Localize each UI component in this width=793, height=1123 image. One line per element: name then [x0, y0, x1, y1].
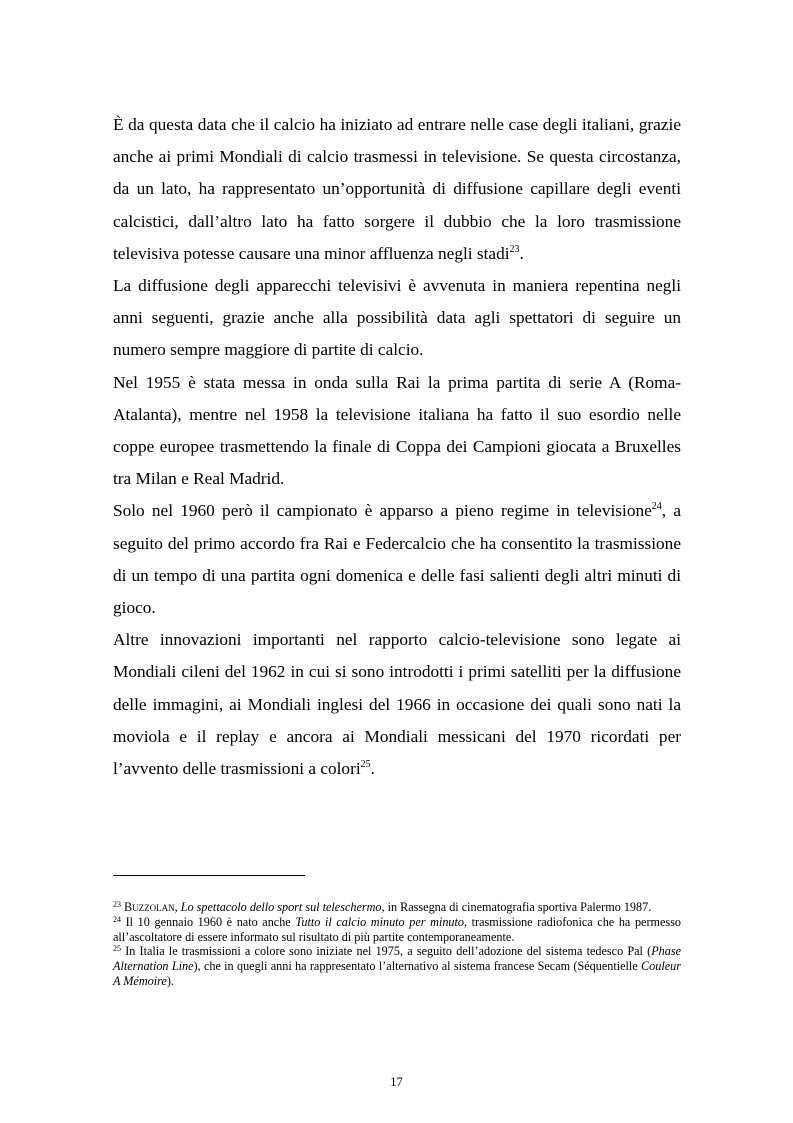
footnote-24-after: , trasmissione radiofonica che ha permesso all’ascoltatore di essere informato sul risultato di più partite contemporaneamente.: [113, 914, 681, 944]
footnote-23-title: Lo spettacolo dello sport sul teleschermo: [180, 900, 382, 914]
paragraph-4-start: Solo nel 1960 però il campionato è apparso a pieno regime in televisione: [113, 501, 652, 521]
footnote-24: [113, 915, 681, 945]
paragraph-3-text: Nel 1955 è stata messa in onda sulla Rai la prima partita di serie A (Roma-Atalanta), mentre nel 1958 la televisione italiana ha fatto il suo esordio nelle coppe europee trasmettendo la finale di Coppa dei Campioni giocata a Bruxelles tra Milan e Real Madrid.: [113, 372, 681, 489]
paragraph-4: [113, 495, 681, 624]
paragraph-5: [113, 624, 681, 785]
page-number: 17: [390, 1075, 403, 1089]
footnote-23-sep: ,: [174, 900, 181, 914]
footnote-ref-23: 23: [509, 243, 520, 255]
paragraph-1-end: .: [519, 243, 524, 263]
paragraph-3: [113, 367, 681, 496]
footnote-25-italic-1: Phase Alternation Line: [113, 944, 681, 974]
footnote-23-number: 23: [113, 900, 121, 909]
footnote-24-title: Tutto il calcio minuto per minuto: [295, 914, 464, 929]
paragraph-2-text: La diffusione degli apparecchi televisivi è avvenuta in maniera repentina negli anni seguenti, grazie anche alla possibilità data agli spettatori di seguire un numero sempre maggiore di partite di calcio.: [113, 276, 681, 360]
footnote-23-author: Buzzolan: [124, 900, 175, 914]
main-body-text: [113, 109, 681, 785]
footnote-24-before: Il 10 gennaio 1960 è nato anche: [121, 914, 296, 929]
footnotes: [113, 900, 681, 989]
footnote-25-before: In Italia le trasmissioni a colore sono iniziate nel 1975, a seguito dell’adozione del sistema tedesco Pal (: [121, 944, 652, 959]
paragraph-4-end: , a seguito del primo accordo fra Rai e Federcalcio che ha consentito la trasmissione di un tempo di una partita ogni domenica e delle fasi salienti degli altri minuti di gioco.: [113, 501, 681, 618]
footnote-ref-24: 24: [651, 501, 662, 513]
footnote-25-italic-2: Couleur A Mémoire: [113, 959, 681, 988]
footnote-24-number: 24: [113, 914, 121, 924]
footnote-25: [113, 944, 681, 988]
footnote-ref-25: 25: [360, 759, 371, 771]
footnote-25-after: ).: [166, 973, 174, 988]
footnote-23: [113, 900, 681, 915]
footnote-25-middle: ), che in quegli anni ha rappresentato l’alternativo al sistema francese Secam (Séquentielle: [193, 959, 642, 974]
paragraph-5-text: Altre innovazioni importanti nel rapporto calcio-televisione sono legate ai Mondiali cileni del 1962 in cui si sono introdotti i primi satelliti per la diffusione delle immagini, ai Mondiali inglesi del 1966 in occasione dei quali sono nati la moviola e il replay e ancora ai Mondiali messicani del 1970 ricordati per l’avvento delle trasmissioni a colori: [113, 630, 681, 779]
paragraph-2: [113, 270, 681, 367]
paragraph-1: [113, 109, 681, 270]
footnote-23-rest: , in Rassegna di cinematografia sportiva Palermo 1987.: [381, 900, 652, 914]
paragraph-1-text: È da questa data che il calcio ha iniziato ad entrare nelle case degli italiani, grazie anche ai primi Mondiali di calcio trasmessi in televisione. Se questa circostanza, da un lato, ha rappresentato un’opportunità di diffusione capillare degli eventi calcistici, dall’altro lato ha fatto sorgere il dubbio che la loro trasmissione televisiva potesse causare una minor affluenza negli stadi: [113, 115, 681, 263]
footnote-25-number: 25: [113, 944, 121, 954]
paragraph-5-end: .: [370, 759, 375, 779]
footnote-separator: [113, 875, 305, 876]
